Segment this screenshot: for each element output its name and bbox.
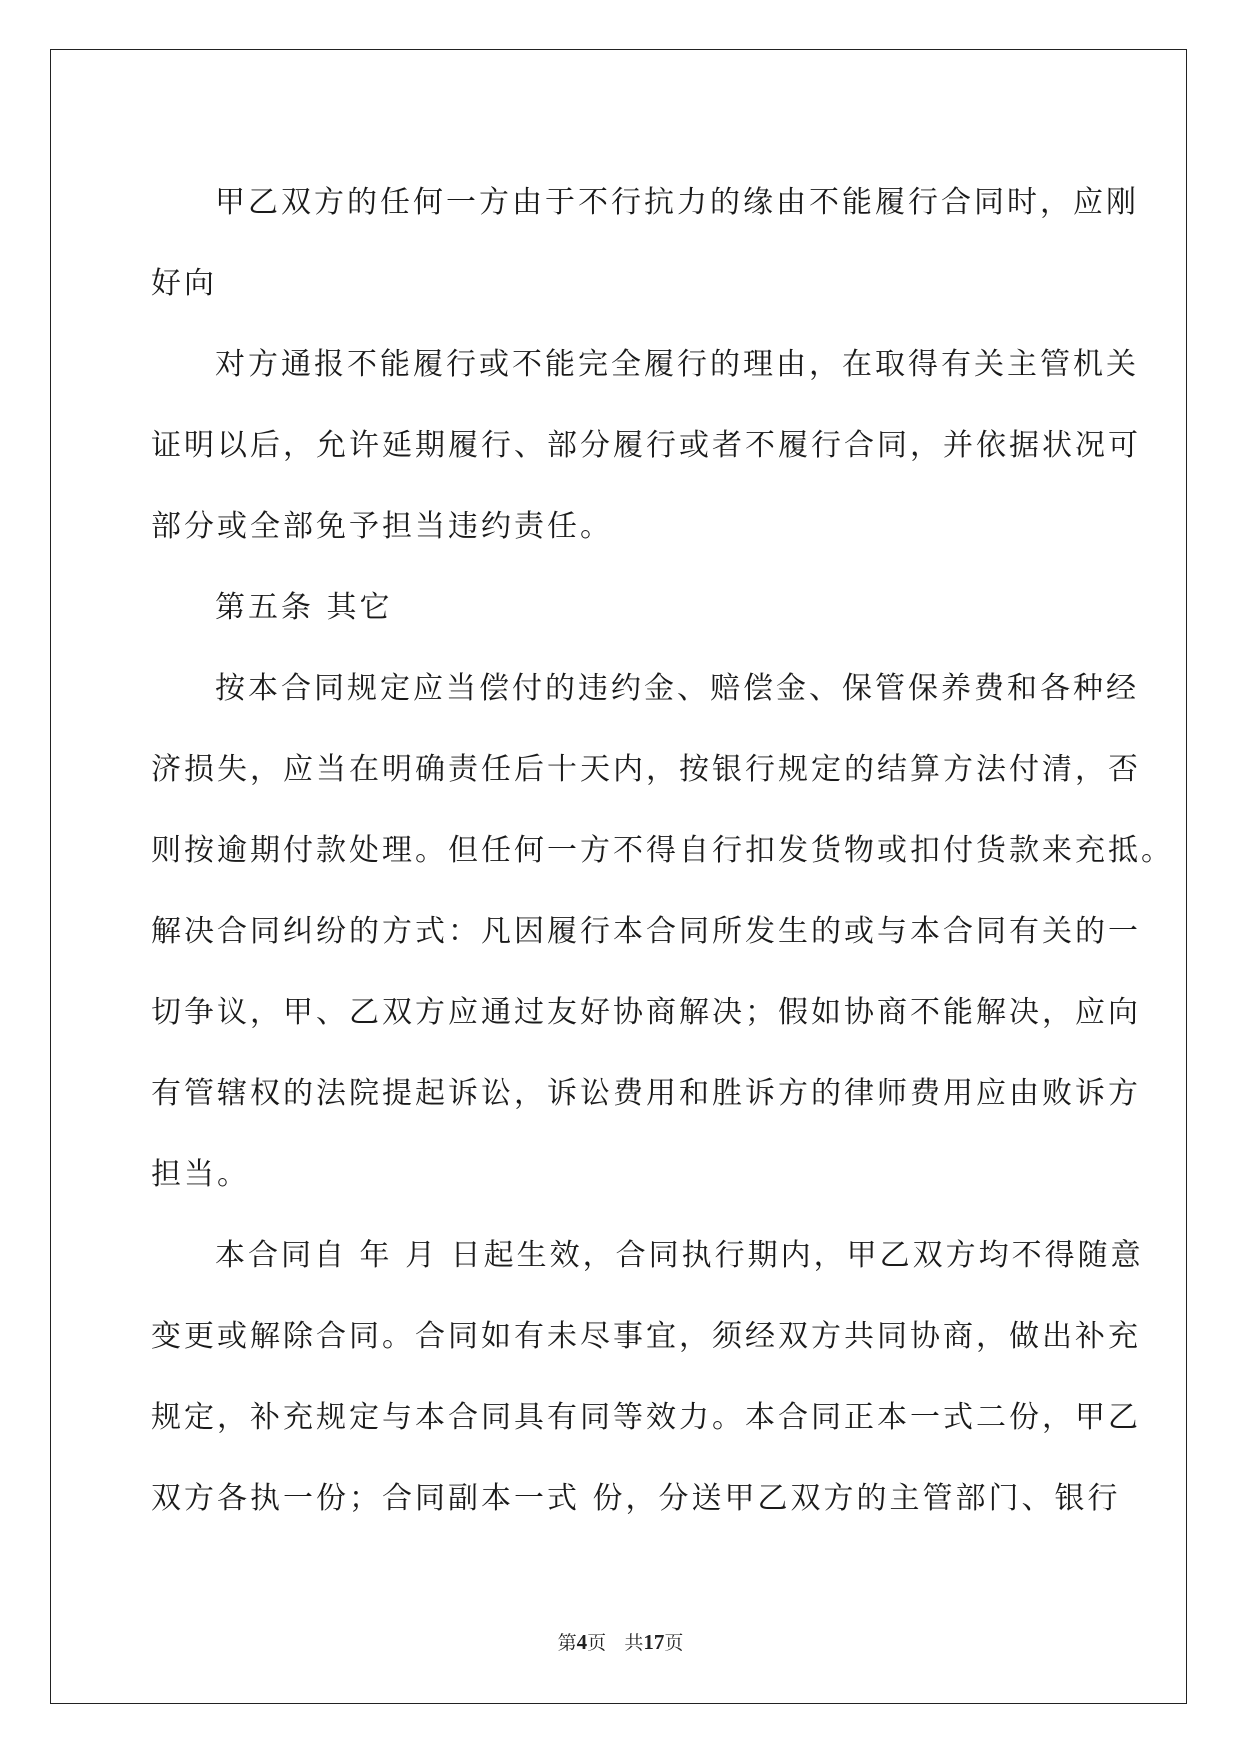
body-line: 有管辖权的法院提起诉讼，诉讼费用和胜诉方的律师费用应由败诉方: [151, 1076, 1141, 1111]
total-prefix: 共: [624, 1632, 644, 1654]
body-line: 双方各执一份；合同副本一式 份，分送甲乙双方的主管部门、银行: [151, 1481, 1121, 1516]
body-line: 对方通报不能履行或不能完全履行的理由，在取得有关主管机关: [215, 347, 1139, 382]
body-line: 解决合同纠纷的方式：凡因履行本合同所发生的或与本合同有关的一: [151, 914, 1141, 949]
page-prefix: 第: [557, 1632, 577, 1654]
body-line: 证明以后，允许延期履行、部分履行或者不履行合同，并依据状况可: [151, 428, 1141, 463]
body-line: 变更或解除合同。合同如有未尽事宜，须经双方共同协商，做出补充: [151, 1319, 1141, 1354]
body-line: 规定，补充规定与本合同具有同等效力。本合同正本一式二份，甲乙: [151, 1400, 1141, 1435]
body-line: 则按逾期付款处理。但任何一方不得自行扣发货物或扣付货款来充抵。: [151, 833, 1174, 868]
body-line: 部分或全部免予担当违约责任。: [151, 509, 613, 544]
page-suffix: 页: [587, 1632, 607, 1654]
body-line: 本合同自 年 月 日起生效，合同执行期内，甲乙双方均不得随意: [215, 1238, 1144, 1273]
page-footer: [0, 1628, 1241, 1655]
document-body: [151, 162, 1174, 1539]
total-pages: 17: [643, 1630, 665, 1654]
body-line: 担当。: [151, 1157, 250, 1192]
body-line: 济损失，应当在明确责任后十天内，按银行规定的结算方法付清，否: [151, 752, 1141, 787]
body-line: 按本合同规定应当偿付的违约金、赔偿金、保管保养费和各种经: [215, 671, 1139, 706]
page-number: 4: [576, 1630, 588, 1654]
body-line: 好向: [151, 266, 217, 301]
section-heading: 第五条 其它: [215, 590, 393, 625]
body-line: 切争议，甲、乙双方应通过友好协商解决；假如协商不能解决，应向: [151, 995, 1141, 1030]
body-line: 甲乙双方的任何一方由于不行抗力的缘由不能履行合同时，应刚: [215, 185, 1139, 220]
total-suffix: 页: [664, 1632, 684, 1654]
